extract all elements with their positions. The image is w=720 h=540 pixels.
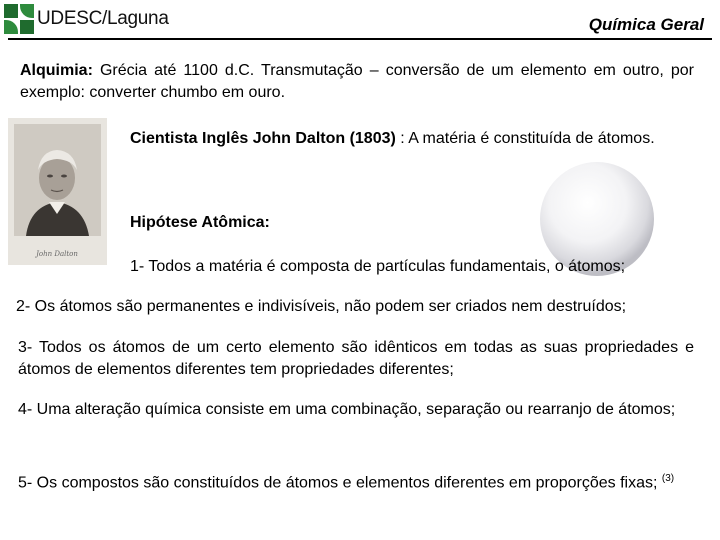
reference-marker: (3) [661,473,675,484]
hipotese-point-5-paragraph [18,468,694,494]
dalton-paragraph [130,128,694,150]
hipotese-point-4: 4- Uma alteração química consiste em uma combinação, separação ou rearranjo de átomos; [18,401,676,418]
portrait-caption: John Dalton [36,250,78,258]
hipotese-point-5: 5- Os compostos são constituídos de átomos e elementos diferentes em proporções fixas; [18,474,658,492]
course-title: Química Geral [588,15,704,34]
udesc-logo [4,2,169,36]
alquimia-paragraph [20,60,694,104]
alquimia-text: Grécia até 1100 d.C. Transmutação – conversão de um elemento em outro, por exemplo: converter chumbo em ouro. [20,62,694,101]
hipotese-point-2: 2- Os átomos são permanentes e indivisíveis, não podem ser criados nem destruídos; [16,298,627,315]
hipotese-title: Hipótese Atômica: [130,214,270,231]
alquimia-label: Alquimia: [20,62,93,79]
logo-text: UDESC/Laguna [37,8,169,29]
udesc-logo-mark [4,4,34,34]
dalton-portrait [8,118,107,265]
header-divider [8,38,712,40]
hipotese-point-3: 3- Todos os átomos de um certo elemento são idênticos em todas as suas propriedades e átomos de elementos diferentes tem propriedades diferentes; [18,339,694,378]
hipotese-point-1: 1- Todos a matéria é composta de partículas fundamentais, o átomos; [130,258,626,275]
dalton-text: : A matéria é constituída de átomos. [395,130,655,147]
dalton-label: Cientista Inglês John Dalton (1803) [130,130,396,147]
